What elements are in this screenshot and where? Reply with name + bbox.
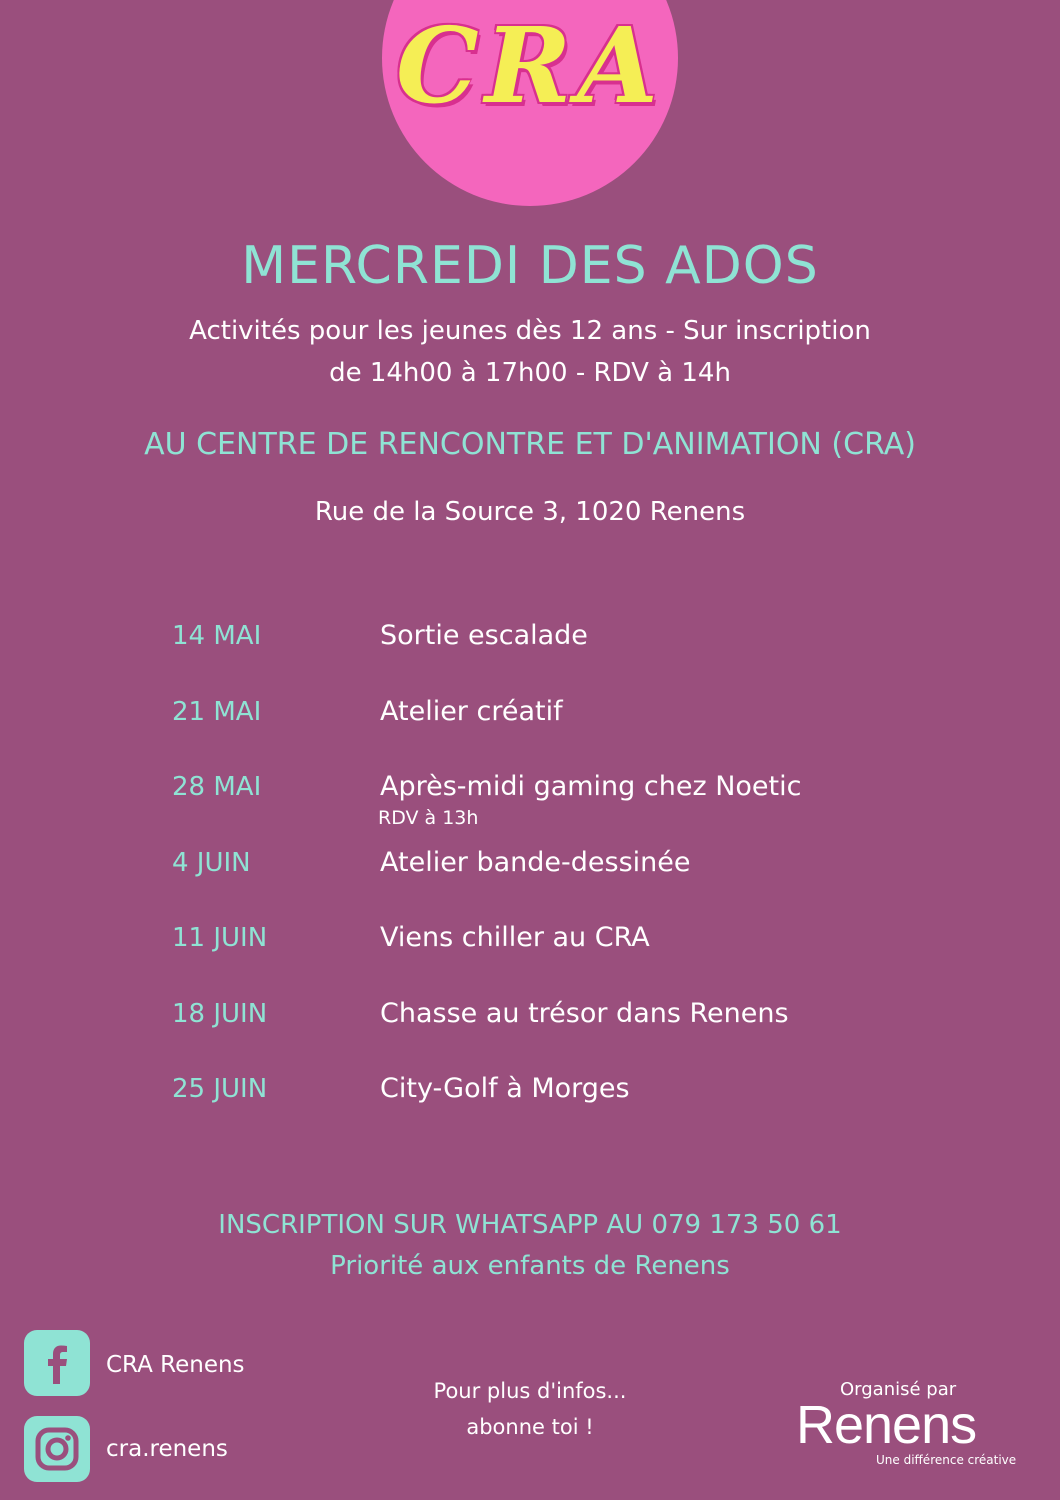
instagram-icon — [24, 1416, 90, 1482]
schedule-activity: City-Golf à Morges — [380, 1073, 630, 1104]
page-title: MERCREDI DES ADOS — [241, 236, 819, 296]
schedule-date: 4 JUIN — [172, 848, 251, 878]
schedule-date: 28 MAI — [172, 772, 262, 802]
facebook-icon — [24, 1330, 90, 1396]
more-info-line-1: Pour plus d'infos... — [433, 1379, 627, 1403]
schedule-date: 11 JUIN — [172, 923, 268, 953]
facebook-label: CRA Renens — [106, 1352, 245, 1378]
schedule-date: 21 MAI — [172, 697, 262, 727]
subtitle-line-1: Activités pour les jeunes dès 12 ans - Sur inscription — [189, 316, 871, 346]
schedule-activity: Sortie escalade — [380, 620, 588, 651]
renens-logo: Renens — [796, 1395, 977, 1455]
venue-name: AU CENTRE DE RENCONTRE ET D'ANIMATION (CRA) — [144, 427, 916, 462]
more-info-line-2: abonne toi ! — [466, 1415, 594, 1439]
schedule-date: 14 MAI — [172, 621, 262, 651]
instagram-label: cra.renens — [106, 1436, 228, 1462]
more-info-text — [360, 1373, 700, 1445]
organizer-label: Organisé par — [840, 1379, 957, 1400]
cra-logo: CRA — [396, 4, 664, 127]
schedule-activity: Viens chiller au CRA — [380, 922, 650, 953]
whatsapp-registration: INSCRIPTION SUR WHATSAPP AU 079 173 50 61 — [218, 1210, 842, 1240]
subtitle-line-2: de 14h00 à 17h00 - RDV à 14h — [329, 358, 731, 388]
organizer-tagline: Une différence créative — [876, 1453, 1017, 1467]
venue-address: Rue de la Source 3, 1020 Renens — [314, 497, 746, 527]
priority-note: Priorité aux enfants de Renens — [330, 1251, 730, 1281]
schedule-activity: Après-midi gaming chez Noetic — [380, 771, 802, 802]
schedule-activity: Chasse au trésor dans Renens — [380, 998, 789, 1029]
schedule-activity: Atelier bande-dessinée — [380, 847, 691, 878]
schedule-activity-note: RDV à 13h — [378, 807, 479, 829]
schedule-date: 18 JUIN — [172, 999, 268, 1029]
schedule-activity: Atelier créatif — [380, 696, 563, 727]
schedule-date: 25 JUIN — [172, 1074, 268, 1104]
